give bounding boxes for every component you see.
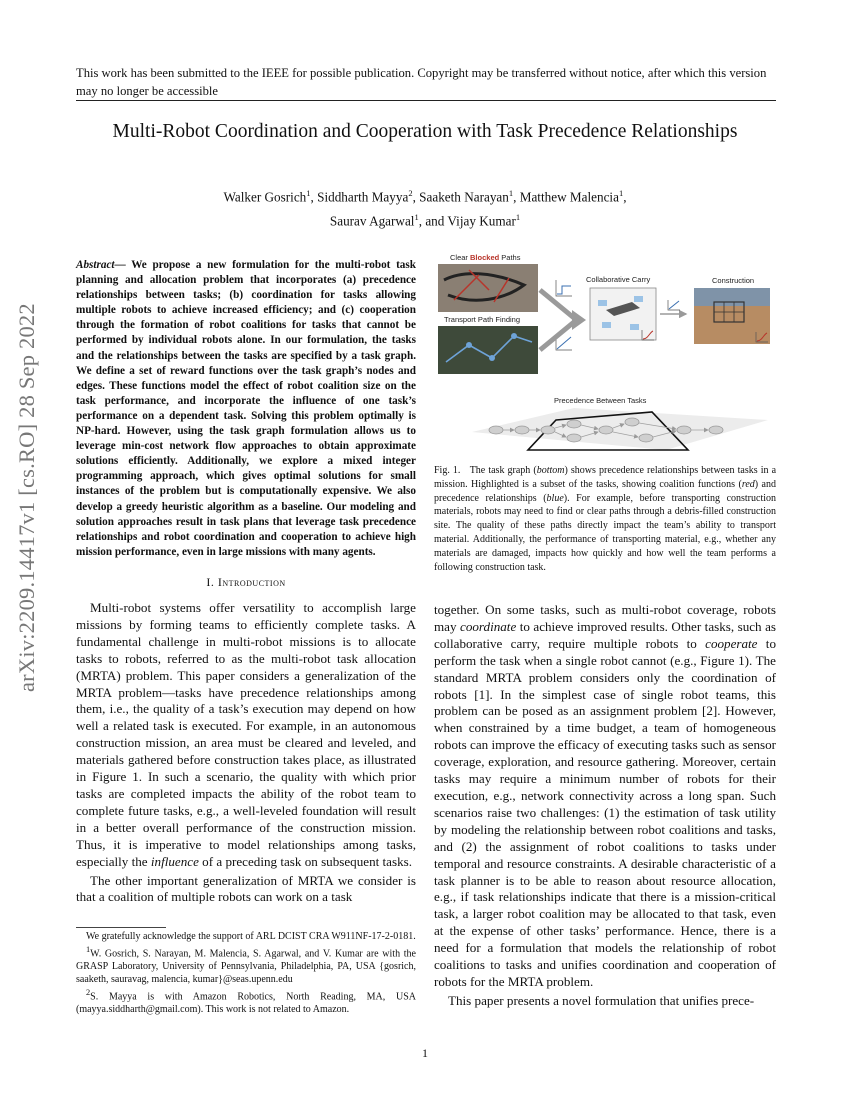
section-title: Introduction [217, 575, 286, 589]
figure-1 [434, 250, 776, 455]
merge-arrow [540, 290, 574, 350]
figure-label-transport: Transport Path Finding [444, 315, 521, 324]
precedence-curve [669, 301, 679, 309]
task-node [677, 426, 691, 434]
abstract-text: We propose a new formulation for the multi-robot task planning and allocation problem that incorporates (a) precedence relationships between tasks; (b) coordination for tasks allowing multiple robots to achieve increased efficiency; and (c) cooperation through the formation of robot coalitions for tasks that cannot be performed by individual robots alone. In our formulation, the tasks and the relationships between the tasks are specified by a task graph. We define a set of reward functions over the task graph’s nodes and edges. These functions model the effect of robot coalition size on the task performance, and incorporate the influence of one task’s performance on a dependent task. Solving this problem optimally is NP-hard. However, using the task graph formulation allows us to leverage min-cost network flow approaches to obtain approximate solutions efficiently. Additionally, we explore a mixed integer programming approach, which gives optimal solutions for small instances of the problem but is computationally expensive. We also develop a greedy heuristic algorithm as a baseline. Our modeling and solution approaches result in task plans that leverage task precedence relationships and robot coordination and cooperation to achieve high mission performance, even in large missions with many agents. [76, 259, 416, 558]
graph-node [489, 355, 495, 361]
section-heading [76, 575, 416, 590]
affiliation-mark: 1 [306, 188, 311, 198]
author-name: Saaketh Narayan [419, 189, 509, 205]
robot [634, 296, 643, 302]
author-line-2: Saurav Agarwal$^1$, and Vijay Kumar$^1$ [329, 212, 521, 229]
precedence-curve [557, 286, 571, 294]
section-number: I. [206, 575, 215, 589]
arxiv-stamp [8, 292, 42, 692]
footnote-rule [76, 927, 166, 928]
graph-node [466, 342, 472, 348]
paper-title: Multi-Robot Coordination and Cooperation with Task Precedence Relationships [112, 121, 738, 142]
paragraph-text: Multi-robot systems offer versatility to accomplish large missions by forming teams to efficiently complete tasks. A fundamental challenge in multi-robot missions is to allocate tasks to robots, referred to as the multi-robot task allocation (MRTA) problem. This paper considers a generalization of the MRTA problem—tasks have precedence relationships among them, i.e., the quality of a task’s execution may depend on how well a related task is executed. For example, in an autonomous construction mission, an area must be cleared and leveled, and materials gathered before construction takes place, as illustrated in Figure 1. In such a scenario, the quality with which prior tasks are completed impacts the ability of the robot team to complete future tasks, e.g., a well-leveled foundation will result in a better overall performance of the construction mission. Thus, it is imperative to model relationships among tasks, especially the [76, 600, 416, 869]
body-column-left [76, 600, 416, 906]
author-line-1: Walker Gosrich$^1$, Siddharth Mayya$^2$, Saaketh Narayan$^1$, Matthew Malencia$^1$, [223, 188, 627, 205]
author-list [90, 183, 760, 232]
footnote-2: $^2$S. Mayya is with Amazon Robotics, North Reading, MA, USA (mayya.siddharth@gmail.com). This work is not related to Amazon. [76, 987, 416, 1016]
figure-label-precedence: Precedence Between Tasks [554, 396, 647, 405]
affiliation-mark: 1 [618, 188, 624, 198]
paragraph [76, 600, 416, 871]
precedence-curve [557, 337, 571, 349]
author-name: Saurav Agarwal [329, 213, 415, 229]
figure-label-construction: Construction [712, 276, 755, 285]
task-node [639, 434, 653, 442]
footnote-acknowledgment: We gratefully acknowledge the support of ARL DCIST CRA W911NF-17-2-0181. [86, 931, 416, 942]
arrow-head [572, 310, 586, 330]
robot [602, 322, 611, 328]
task-node [567, 420, 581, 428]
affiliation-mark: 1 [515, 212, 521, 223]
affiliation-mark: 1 [414, 212, 419, 223]
task-node [541, 426, 555, 434]
footnotes [76, 931, 416, 1017]
figure-label-carry: Collaborative Carry [586, 275, 651, 284]
robot [598, 300, 607, 306]
figure-caption: Fig. 1. The task graph (bottom) shows precedence relationships between tasks in a mission. Highlighted is a subset of the tasks, showing coalition functions (red) and precedence relationships (blue). For example, before transporting construction materials, robots may need to find or clear paths through a debris-filled construction site. The quality of these paths directly impact the team’s ability to transport material. Additionally, the performance of transporting material, e.g., whether any materials are damaged, impacts how quickly and how well the team performs a following construction task. [434, 465, 777, 573]
task-node [489, 426, 503, 434]
graph-node [511, 333, 517, 339]
figure-caption-label: Fig. 1. [434, 465, 461, 476]
page-number: 1 [422, 1046, 428, 1060]
task-node [515, 426, 529, 434]
task-node [709, 426, 723, 434]
author-name: Siddharth Mayya [317, 189, 409, 205]
transport-image [438, 326, 538, 374]
paragraph-text: of a preceding task on subsequent tasks. [198, 853, 412, 869]
sky [694, 288, 770, 306]
author-name: Vijay Kumar [447, 213, 516, 229]
robot [630, 324, 639, 330]
task-node [625, 418, 639, 426]
arxiv-stamp-text: arXiv:2209.14417v1 [cs.RO] 28 Sep 2022 [14, 303, 39, 692]
figure-label-clear-paths: Clear Blocked Paths [450, 253, 521, 262]
abstract: Abstract— We propose a new formulation for the multi-robot task planning and allocation problem that incorporates (a) precedence relationships between tasks; (b) coordination for tasks allowing multiple robots to achieve increased efficiency; and (c) cooperation through the formation of robot coalitions for tasks that cannot be performed by individual robots alone. In our formulation, the tasks and the relationships between the tasks are specified by a task graph. We define a set of reward functions over the task graph’s nodes and edges. These functions model the effect of robot coalition size on the task performance, and incorporate the influence of one task’s performance on a dependent task. Solving this problem optimally is NP-hard. However, using the task graph formulation allows us to leverage min-cost network flow approaches to obtain approximate solutions efficiently. Additionally, we explore a mixed integer programming approach, which gives optimal solutions for small instances of the problem but is computationally expensive. We also develop a greedy heuristic algorithm as a baseline. Our modeling and solution approaches result in task plans that leverage task precedence relationships and robot coordination and cooperation to achieve high mission performance, even in large missions with many agents. [76, 259, 416, 558]
task-node [567, 434, 581, 442]
emphasis-text: influence [150, 853, 199, 869]
author-name: Walker Gosrich [223, 189, 307, 205]
author-name: Matthew Malencia [519, 189, 619, 205]
paragraph: The other important generalization of MRTA we consider is that a coalition of multiple robots can work on a task [76, 872, 416, 905]
footnote-1: $^1$W. Gosrich, S. Narayan, M. Malencia, S. Agarwal, and V. Kumar are with the GRASP Laboratory, University of Pennsylvania, Philadelphia, PA, USA {gosrich, saaketh, sauravag, malencia, kumar}@seas.upenn.edu [76, 944, 416, 986]
paragraph: This paper presents a novel formulation that unifies prece- [448, 992, 755, 1008]
abstract-label: Abstract [76, 259, 115, 271]
paragraph: together. On some tasks, such as multi-robot coverage, robots may coordinate to achieve improved results. Other tasks, such as collaborative carry, require multiple robots to cooperate to perform the task when a single robot cannot (e.g., Figure 1). The standard MRTA problem considers only the coordination of robots [1]. In the simplest case of single robot teams, this problem can be posed as an assignment problem [2]. However, when constrained by a time budget, a team of homogeneous robots can improve the efficacy of executing tasks such as sensor coverage, exploration, and resource gathering. Moreover, certain tasks may require a minimum number of robots for their execution, e.g., network connectivity across a long span. Such scenarios raise two challenges: (1) the estimation of task utility by modeling the relationship between robot coalitions and tasks, and (2) the assignment of robot coalitions to tasks under temporal and resource constraints. A desirable characteristic of a task planner is to be able to reason about resource allocation, e.g., if task relationships indicate that there is a mission-critical task, a larger robot coalition may be allocated to that task, even at the expense of other tasks’ performance. Hence, there is a need for a formulation that models the relationship of robot coalitions to tasks and unifies coordination and cooperation of robots for the MRTA problem. [434, 602, 776, 989]
affiliation-mark: 2 [408, 188, 413, 198]
header-rule [76, 100, 776, 101]
body-column-right [434, 602, 776, 1010]
carry-image [590, 288, 656, 340]
publication-notice: This work has been submitted to the IEEE for possible publication. Copyright may be transferred without notice, after which this version may no longer be accessible [76, 66, 767, 98]
affiliation-mark: 1 [508, 188, 514, 198]
task-node [599, 426, 613, 434]
